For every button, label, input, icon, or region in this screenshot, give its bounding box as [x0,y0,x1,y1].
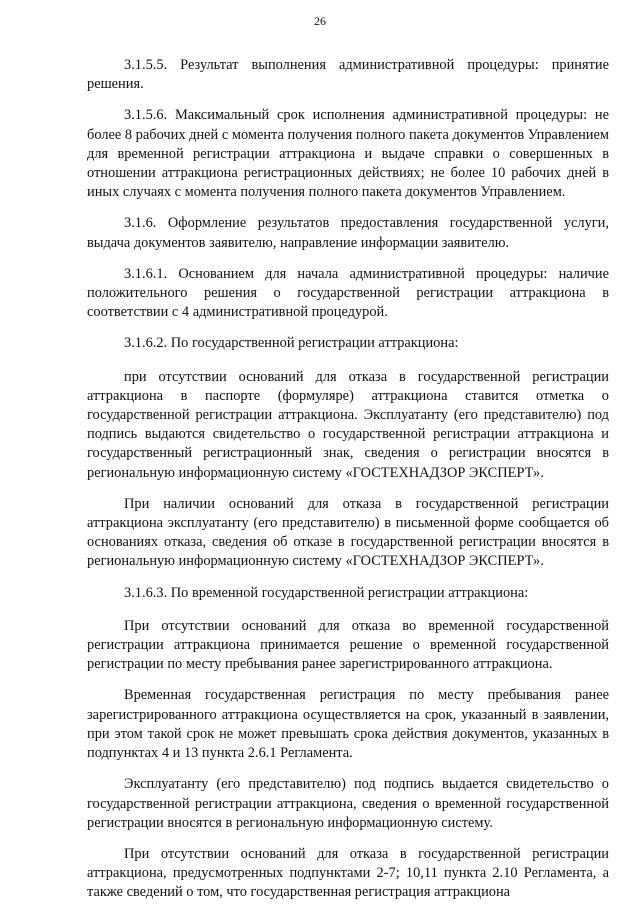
page-body [87,56,609,915]
paragraph-3-1-6: 3.1.6. Оформление результатов предоставления государственной услуги, выдача документов заявителю, направление информации заявителю. [87,215,609,251]
paragraph-registration-no-refusal: при отсутствии оснований для отказа в государственной регистрации аттракциона в паспорте (формуляре) аттракциона ставится отметка о государственной регистрации аттракциона. Эксплуатанту (его представителю) под подпись выдаются свидетельство о государственной регистрации аттракциона и государственный регистрационный знак, сведения о регистрации вносятся в региональную информационную систему «ГОСТЕХНАДЗОР ЭКСПЕРТ». [87,368,609,481]
paragraph-registration-refusal: При наличии оснований для отказа в государственной регистрации аттракциона эксплуатанту (его представителю) в письменной форме сообщается об основаниях отказа, сведения об отказе в государственной регистрации вносятся в региональную информационную систему «ГОСТЕХНАДЗОР ЭКСПЕРТ». [87,495,609,570]
paragraph-temporary-decision: При отсутствии оснований для отказа во временной государственной регистрации аттракциона принимается решение о временной государственной регистрации по месту пребывания ранее зарегистрированного аттракциона. [87,617,609,673]
page-number: 26 [314,14,326,28]
paragraph-3-1-6-3-heading: 3.1.6.3. По временной государственной регистрации аттракциона: [124,584,529,601]
paragraph-temporary-certificate: Эксплуатанту (его представителю) под подпись выдается свидетельство о государственной регистрации аттракциона, сведения о временной государственной регистрации вносятся в региональную информационную систему. [87,776,609,831]
paragraph-3-1-6-1: 3.1.6.1. Основанием для начала административной процедуры: наличие положительного решения о государственной регистрации аттракциона в соответствии с 4 административной процедурой. [87,265,609,321]
paragraph-3-1-5-6: 3.1.5.6. Максимальный срок исполнения административной процедуры: не более 8 рабочих дней с момента получения полного пакета документов Управлением для временной регистрации аттракциона и выдаче справки о совершенных в отношении аттракциона регистрационных действиях; не более 10 рабочих дней в иных случаях с момента получения полного пакета документов Управлением. [87,107,609,201]
paragraph-3-1-5-5: 3.1.5.5. Результат выполнения административной процедуры: принятие решения. [87,57,609,93]
paragraph-continuation: При отсутствии оснований для отказа в государственной регистрации аттракциона, предусмотренных подпунктами 2-7; 10,11 пункта 2.10 Регламента, а также сведений о том, что государственная регистрация аттракциона [87,845,609,901]
paragraph-3-1-6-2-heading: 3.1.6.2. По государственной регистрации аттракциона: [124,335,459,352]
paragraph-temporary-term: Временная государственная регистрация по месту пребывания ранее зарегистрированного аттракциона осуществляется на срок, указанный в заявлении, при этом такой срок не может превышать срока действия документов, указанных в подпунктах 4 и 13 пункта 2.6.1 Регламента. [87,687,609,762]
